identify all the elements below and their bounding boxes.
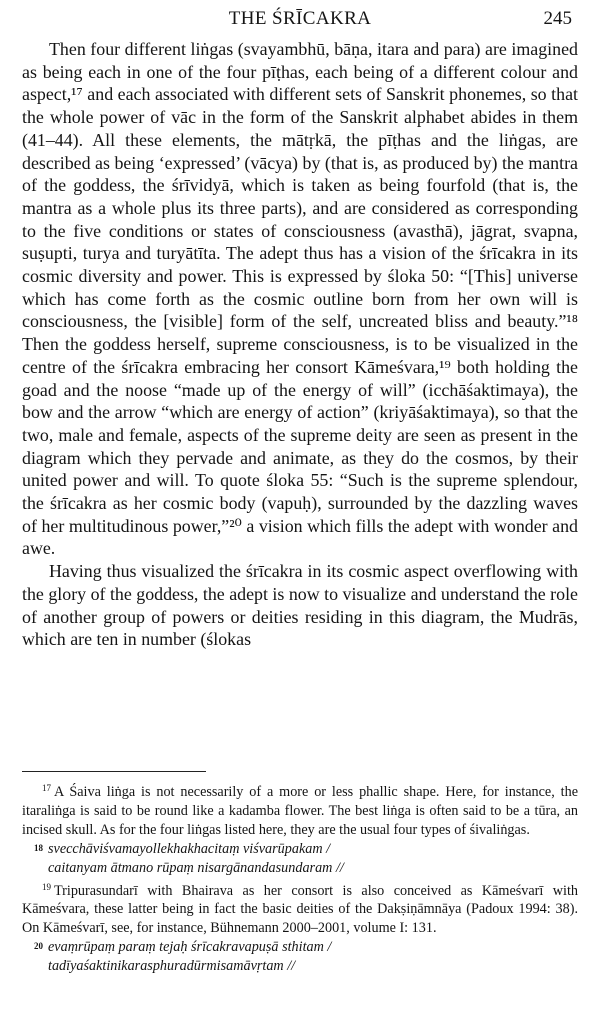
page-number: 245 bbox=[543, 8, 572, 29]
footnote-20-verse-1: evaṃrūpaṃ paraṃ tejaḥ śrīcakravapuṣā sthitam / bbox=[48, 939, 332, 956]
footnote-20-line-2 bbox=[22, 957, 578, 976]
footnote-19-text: Tripurasundarī with Bhairava as her consort is also conceived as Kāmeśvarī with Kāmeśvara, these latter being in fact the basic deities of the Dakṣiṇāmnāya (Padoux 1994: 38). On Kāmeśvarī, see, for instance, Bühnemann 2000–2001, volume I: 131. bbox=[22, 882, 578, 937]
main-text bbox=[22, 38, 578, 651]
footnote-17 bbox=[22, 779, 578, 840]
footnote-19 bbox=[22, 878, 578, 939]
footnote-17-text: A Śaiva liṅga is not necessarily of a more or less phallic shape. Here, for instance, the itaraliṅga is said to be round like a kadamba flower. The best liṅga is often said to be a tūra, an incised skull. As for the four liṅgas listed here, they are the usual four types of śivaliṅgas. bbox=[22, 784, 578, 838]
running-title: THE ŚRĪCAKRA bbox=[228, 8, 372, 29]
footnote-18-verse-2: caitanyam ātmano rūpaṃ nisargānandasundaram // bbox=[48, 859, 344, 876]
footnotes bbox=[22, 779, 578, 976]
footnote-20-mark: 20 bbox=[34, 941, 43, 952]
footnote-18-line-2 bbox=[22, 859, 578, 878]
paragraph-1: Then four different liṅgas (svayambhū, bāṇa, itara and para) are imagined as being each in one of the four pīṭhas, each being of a different colour and aspect,¹⁷ and each associated with different sets of Sanskrit phonemes, so that the whole power of vāc in the form of the Sanskrit alphabet abides in them (41–44). All these elements, the mātṛkā, the pīṭhas and the liṅgas, are described as being ‘expressed’ (vācya) by (that is, as produced by) the mantra of the goddess, the śrīvidyā, which is taken as being fourfold (that is, the mantra as a whole plus its three parts), and are considered as corresponding to the five conditions or states of consciousness (avasthā), jāgrat, svapna, suṣupti, turya and turyātīta. The adept thus has a vision of the śrīcakra in its cosmic diversity and power. This is expressed by śloka 50: “[This] universe which has come forth as the cosmic outline born from her own will is consciousness, the [visible] form of the self, uncreated bliss and beauty.”¹⁸ Then the goddess herself, supreme consciousness, is to be visualized in the centre of the śrīcakra embracing her consort Kāmeśvara,¹⁹ both holding the goad and the noose “made up of the energy of will” (icchāśaktimaya), the bow and the arrow “which are energy of action” (kriyāśaktimaya), so that the two, male and female, aspects of the supreme deity are seen as present in the diagram which they pervade and animate, as they do the cosmos, by their united power and will. To quote śloka 55: “Such is the supreme splendour, the śrīcakra as her cosmic body (vapuḥ), surrounded by the dazzling waves of her multitudinous power,”²⁰ a vision which fills the adept with wonder and awe. bbox=[22, 39, 578, 559]
footnote-18-line-1 bbox=[22, 840, 578, 859]
footnote-18-mark: 18 bbox=[34, 842, 43, 853]
paragraph-2: Having thus visualized the śrīcakra in its cosmic aspect overflowing with the glory of the goddess, the adept is now to visualize and understand the role of another group of powers or deities residing in this diagram, the Mudrās, which are ten in number (ślokas bbox=[22, 561, 578, 650]
footnote-20-line-1 bbox=[22, 938, 578, 957]
page-header bbox=[22, 4, 578, 34]
footnote-separator bbox=[22, 771, 206, 772]
footnote-18-verse-1: svecchāviśvamayollekhakhacitaṃ viśvarūpakam / bbox=[48, 840, 331, 857]
footnote-20-verse-2: tadīyaśaktinikarasphuradūrmisamāvṛtam // bbox=[48, 958, 296, 975]
footnote-17-mark: 17 bbox=[42, 783, 51, 793]
footnote-19-mark: 19 bbox=[42, 881, 51, 892]
